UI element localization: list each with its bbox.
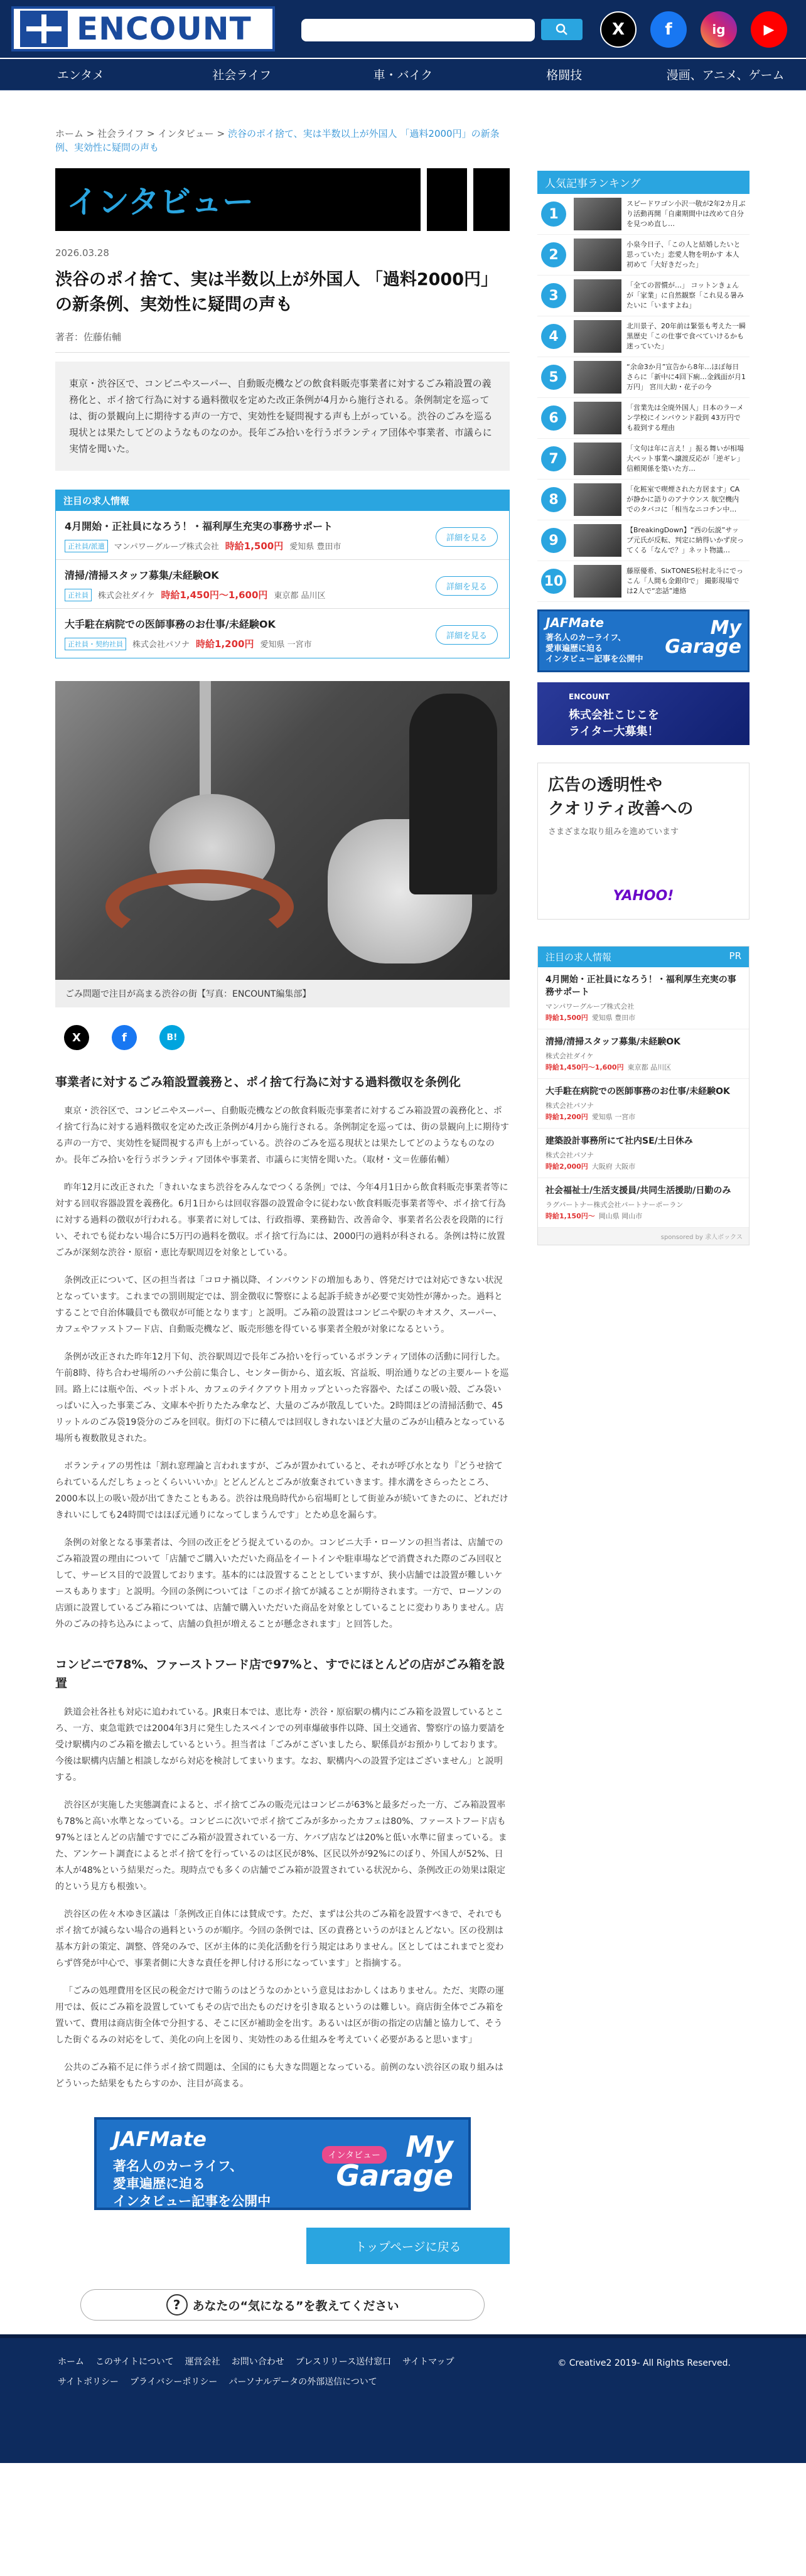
ranking-item[interactable] (537, 439, 750, 480)
yahoo-logo: YAHOO! (613, 888, 674, 904)
breadcrumb-interview[interactable]: インタビュー (158, 128, 214, 139)
footer-link[interactable]: ホーム (58, 2357, 84, 2367)
rank-thumbnail[interactable] (574, 239, 621, 271)
sidebar-job-wage: 時給1,450円〜1,600円 (545, 1063, 624, 1071)
x-icon[interactable]: X (600, 11, 637, 48)
article-paragraph: 渋谷区が実施した実態調査によると、ポイ捨てごみの販売元はコンビニが63%と最多だった一方、ごみ箱設置率も78%と高い水準となっている。コンビニに次いでポイ捨てごみが多かったカフェは80%、ファーストフード店も97%とほとんどの店舗ですでにごみ箱が設置されている一方、ケバブ店などは20%と低い水準に留まっている。また、アンケート調査によるとポイ捨てを行っているのは区民が8%、区民以外が92%にのぼり、外国人が52%、日本人が48%という結果だった。現時点でも多くの店舗でごみ箱が設置されている状況から、条例改正の効果は限定的という見方も根強い。 (55, 1800, 507, 1892)
sidebar-job-item[interactable] (538, 1079, 749, 1129)
ad-line: 広告の透明性や (548, 776, 663, 795)
photo-volunteer (409, 694, 497, 894)
rank-number: 4 (541, 324, 566, 349)
divider (55, 352, 510, 353)
job-detail-button[interactable]: 詳細を見る (436, 527, 498, 547)
footer-links (58, 2352, 497, 2392)
search-icon (556, 23, 568, 36)
breadcrumb-sep: > (147, 128, 155, 139)
nav-item-car-bike[interactable]: 車・バイク (373, 68, 433, 82)
rank-title[interactable]: 藤原優希、SixTONES松村北斗にでっこん「人間も金銀印で」 撮影現場では2人で“恋話”連絡 (626, 567, 744, 595)
article-paragraph: 条例の対象となる事業者は、今回の改正をどう捉えているのか。コンビニ大手・ローソンの担当者は、店舗でのごみ箱設置の理由について「店舗でご購入いただいた商品をイートインや駐車場などで消費された際のごみ回収として、サービス目的で設置しております。基本的には設置することとしていますが、狭小店舗では設置が難しいケースもあります」と説明。今回の条例については「このポイ捨てが減ることが期待されます。一方で、ローソンの店頭に設置しているごみ箱については、店舗で購入いただいた商品を対象としていることに変わりありません。店外のごみの持ち込みによって、店舗の負担が増えることが懸念されます」と回答した。 (55, 1538, 504, 1629)
footer-link[interactable]: プライバシーポリシー (130, 2377, 218, 2387)
rank-title[interactable]: 「営業先は全廃外国人」日本のラーメン学校にインバウンド殺到 43万円でも殺到する理由 (626, 404, 744, 432)
rank-thumbnail[interactable] (574, 279, 621, 312)
breadcrumb-sep: > (86, 128, 95, 139)
job-tag: 正社員・契約社員 (65, 638, 126, 650)
article-paragraph: 条例改正について、区の担当者は「コロナ禍以降、インバウンドの増加もあり、啓発だけでは対応できない状況となっています。これまでの罰則規定では、罰金徴収に警察による起訴手続きが必要で実効性が薄かった。過料とすることで自治体職員でも徴収が可能となります」と説明。ごみ箱の設置はコンビニや駅のキオスク、スーパー、カフェやファストフード店、自動販売機など、販売形態を得ている事業者全般が対象になるという。 (55, 1275, 503, 1334)
article-photo (55, 681, 510, 980)
nav-item-manga-anime[interactable]: 漫画、アニメ、ゲーム (666, 68, 785, 82)
footer-link[interactable]: 運営会社 (185, 2357, 220, 2367)
footer-link[interactable]: プレスリリース送付窓口 (295, 2357, 392, 2367)
job-item[interactable] (56, 511, 509, 560)
sidebar-job-title[interactable]: 4月開始・正社員になろう！・福利厚生充実の事務サポート (545, 975, 736, 997)
job-company: マンパワーグループ株式会社 (114, 542, 219, 552)
ad-pill: インタビュー (322, 2146, 387, 2164)
question-icon: ? (166, 2294, 188, 2316)
ad-title (665, 619, 741, 657)
logo-mark-icon (20, 11, 68, 47)
rank-thumbnail[interactable] (574, 565, 621, 598)
social-links (600, 11, 787, 48)
ad-line: ライター大募集！ (569, 725, 659, 738)
rank-title[interactable]: 「全ての習慣が…」 コットンきょんが「家業」に自然観察「これ見る暑みたいに「いますよね」 (626, 281, 744, 309)
copyright: © Creative2 2019- All Rights Reserved. (557, 2358, 731, 2368)
job-meta (65, 637, 500, 650)
ad-title (336, 2132, 453, 2190)
rank-thumbnail[interactable] (574, 361, 621, 394)
job-box-heading: 注目の求人情報 (56, 490, 509, 511)
nav-item-fighting[interactable]: 格闘技 (546, 68, 583, 82)
article-paragraph: 鉄道会社各社も対応に追われている。JR東日本では、恵比寿・渋谷・原宿駅の構内にごみ箱を設置しているところ、一方、東急電鉄では2004年3月に発生したスペインでの列車爆破事件以降、国土交通省、警察庁の協力要請を受け駅構内のごみ箱を撤去しているという。担当者は「ごみがこざいましたら、駅係員がお預かりしております。今後は駅構内店舗と相談しながら対応を検討してまいります。なお、駅構内への設置予定はございません」と説明する。 (55, 1707, 505, 1783)
sidebar-job-wage-row (545, 1161, 741, 1171)
rank-number: 2 (541, 242, 566, 267)
pr-badge: PR (729, 950, 741, 962)
article-paragraph: ボランティアの男性は「割れ窓理論と言われますが、ごみが置かれていると、それが呼び水となり『どうせ捨てられているんだしちょっとくらいいいか』とどんどんとごみが放棄されていきます。排水溝をさらったところ、2000本以上の吸い殻が出てきたこともある。渋谷は飛鳥時代から宿場町として街並みが続いてきたのに、どれだけきれいにしても24時間ではほぼ元通りになってしまうんです」とため息を漏らす。 (55, 1461, 508, 1520)
job-tag: 正社員 (65, 589, 92, 601)
sidebar-job-wage: 時給1,200円 (545, 1113, 588, 1121)
ad-copy (113, 2157, 271, 2210)
job-company: 株式会社ダイケ (98, 591, 155, 601)
rank-number: 7 (541, 446, 566, 471)
job-wage: 時給1,450円〜1,600円 (161, 589, 268, 601)
footer-link[interactable]: このサイトについて (95, 2357, 174, 2367)
ranking-item[interactable] (537, 235, 750, 276)
ad-brand: JAFMate (113, 2127, 207, 2151)
nav-item-social-life[interactable]: 社会ライフ (212, 68, 272, 82)
job-detail-button[interactable]: 詳細を見る (436, 576, 498, 596)
rank-number: 6 (541, 405, 566, 431)
job-box (55, 490, 510, 658)
sidebar-job-title[interactable]: 清掃/清掃スタッフ募集/未経験OK (545, 1037, 680, 1047)
nav-item-entame[interactable]: エンタメ (56, 68, 105, 82)
facebook-icon[interactable]: f (650, 11, 687, 48)
ad-title-line: Garage (665, 636, 741, 658)
rank-thumbnail[interactable] (574, 320, 621, 353)
search-area (301, 19, 583, 41)
sidebar-job-place: 大阪府 大阪市 (591, 1162, 636, 1171)
breadcrumb-sep: > (217, 128, 225, 139)
logo-text: ENCOUNT (77, 11, 252, 47)
sidebar-job-wage-row (545, 1062, 741, 1072)
sidebar-job-heading (538, 947, 749, 967)
sidebar-job-item[interactable] (538, 967, 749, 1029)
footer-link[interactable]: お問い合わせ (231, 2357, 284, 2367)
search-button[interactable] (541, 19, 583, 40)
ad-line: インタビュー記事を公開中 (545, 655, 643, 664)
article-paragraph: 「ごみの処理費用を区民の税金だけで賄うのはどうなのかという意見はおかしくはありません。ただ、実際の運用では、仮にごみ箱を設置していてもその店で出たものだけを引き取るというのは難しい。商店街全体でごみ箱を置いて、費用は商店街全体で分担する、そこに区が補助金を出す。あるいは区が街の指定の店舗と協力して、そうした街ぐるみの対応をして、美化の向上を図り、実効性のある仕組みを考えていく必要があると思います」 (55, 1986, 504, 2045)
feedback-button[interactable] (80, 2289, 485, 2321)
sidebar-job-wage: 時給2,000円 (545, 1162, 588, 1171)
job-title[interactable]: 4月開始・正社員になろう！・福利厚生充実の事務サポート (65, 520, 333, 532)
rank-title[interactable]: 「化粧室で喫煙された方居ます」CAが静かに語りのアナウンス 航空機内でのタバコに「相当なニコチン中… (626, 485, 740, 513)
sidebar-yahoo-ad[interactable] (537, 763, 750, 920)
photo-railing (105, 869, 294, 945)
category-title: インタビュー (67, 184, 254, 220)
instagram-icon[interactable]: ig (701, 11, 737, 48)
article-paragraph: 渋谷区の佐々木ゆき区議は「条例改正自体には賛成です。ただ、まずは公共のごみ箱を設置すべきで、それでもポイ捨てが減らない場合の過料というのが順序。今回の条例では、区の責務というのがほとんどない。区の役割は基本方針の策定、調整、啓発のみで、区が主体的に美化活動を行う規定はありません。区としてはこれまでと変わらず啓発が中心で、事業者側に大きな責任を押し付ける形になっています」と指摘する。 (55, 1909, 504, 1968)
ad-line: インタビュー記事を公開中 (113, 2194, 271, 2209)
sidebar-job-title: 注目の求人情報 (545, 952, 612, 963)
job-wage: 時給1,200円 (196, 638, 254, 650)
rank-number: 9 (541, 528, 566, 553)
breadcrumb-home[interactable]: ホーム (55, 128, 84, 139)
sidebar-job-title[interactable]: 社会福祉士/生活支援員/共同生活援助/日勤のみ (545, 1186, 731, 1196)
sponsor-note[interactable]: sponsored by 求人ボックス (538, 1228, 749, 1245)
sidebar-job-item[interactable] (538, 1178, 749, 1228)
breadcrumb (55, 127, 510, 154)
job-wage: 時給1,500円 (225, 540, 284, 552)
rank-thumbnail[interactable] (574, 524, 621, 557)
job-place: 愛知県 豊田市 (289, 542, 341, 552)
ad-line: 著名人のカーライフ、 (113, 2159, 244, 2174)
sidebar-job-wage-row (545, 1012, 741, 1022)
rank-number: 10 (541, 569, 566, 594)
sidebar-jafmate-ad[interactable] (537, 609, 750, 672)
ad-logo: ENCOUNT (569, 692, 610, 701)
rank-title[interactable]: 小泉今日子、「この人と結婚したいと思っていた」恋愛人物を明かす 本人初めて「大好きだった」 (626, 240, 741, 269)
job-item[interactable] (56, 609, 509, 658)
search-input[interactable] (301, 19, 535, 41)
job-item[interactable] (56, 560, 509, 609)
share-x-icon[interactable]: X (64, 1025, 89, 1050)
main-nav (0, 59, 806, 90)
youtube-icon[interactable]: ▶ (751, 11, 787, 48)
sidebar-writer-recruit-ad[interactable] (537, 682, 750, 745)
ranking-item[interactable] (537, 357, 750, 398)
site-footer (0, 2334, 806, 2463)
ad-line: クオリティ改善への (548, 800, 694, 818)
sidebar-job-company: 株式会社ダイケ (545, 1052, 594, 1060)
ad-copy (569, 707, 659, 740)
sidebar-job-title[interactable]: 大手駐在病院での医師事務のお仕事/未経験OK (545, 1087, 730, 1097)
footer-link[interactable]: サイトマップ (402, 2357, 454, 2367)
rank-title[interactable]: 「文句は年に言え！」振る舞いが相場 大ペット事業へ譲渡反応が「逆ギレ」信頼関係を築いた方… (626, 444, 744, 473)
ad-title-line: My (406, 2130, 453, 2164)
ranking-heading: 人気記事ランキング (537, 171, 750, 194)
job-company: 株式会社パソナ (132, 640, 190, 650)
sidebar (537, 127, 750, 2321)
sidebar-job-wage-row (545, 1112, 741, 1122)
sidebar-job-place: 愛知県 豊田市 (591, 1014, 636, 1022)
ranking-item[interactable] (537, 520, 750, 561)
ranking-item[interactable] (537, 561, 750, 602)
article-paragraph: 公共のごみ箱不足に伴うポイ捨て問題は、全国的にも大きな問題となっている。前例のない渋谷区の取り組みはどういった結果をもたらすのか、注目が高まる。 (55, 2063, 503, 2089)
sidebar-job-item[interactable] (538, 1129, 749, 1178)
ranking-item[interactable] (537, 480, 750, 520)
job-meta (65, 588, 500, 601)
sidebar-job-company: ラグパートナー株式会社パートナーポーラン (545, 1201, 684, 1209)
rank-title[interactable]: 北川景子、20年前は緊張も考えた一瞬黒歴史「この仕事で食べていけるかも迷っていた」 (626, 322, 746, 350)
rank-thumbnail[interactable] (574, 483, 621, 516)
article-paragraph: 条例が改正された昨年12月下旬、渋谷駅周辺で長年ごみ拾いを行っているボランティア団体の活動に同行した。午前8時、待ち合わせ場所のハチ公前に集合し、センター街から、道玄坂、宮益坂、明治通りなどの主要ルートを巡回。路上には瓶や缶、ペットボトル、カフェのテイクアウト用カップといった容器や、たばこの吸い殻、ごみ袋いっぱいに入った事業ごみ、文庫本や折りたたみ傘など、大量のごみが散乱していた。2時間ほどの清掃活動で、45リットルのごみ袋19袋分のごみを回収。街灯の下に積んでは回収しきれないほど大量のごみが山積みとなっている場所も複数散見された。 (55, 1352, 509, 1444)
article-author[interactable]: 著者：佐藤佑輔 (55, 331, 122, 343)
job-title[interactable]: 清掃/清掃スタッフ募集/未経験OK (65, 569, 219, 581)
article-paragraph: 昨年12月に改正された「きれいなまち渋谷をみんなでつくる条例」では、今年4月1日から飲食料販売事業者等に対する回収容器設置を義務化。6月1日からは回収容器の設置命令に従わない飲食料販売事業者等や、ポイ捨て行為に対する過料の徴収が行われる。事業者に対しては、行政指導、業務勧告、改善命令、事業者名公表を段階的に行い、それでも従わない場合に5万円の過料を徴収。ポイ捨て行為には、2000円の過料が科される。条例は特に放置ごみが深刻な渋谷・原宿・恵比寿駅周辺を対象としている。 (55, 1183, 508, 1258)
ranking-item[interactable] (537, 398, 750, 439)
rank-number: 3 (541, 283, 566, 308)
rank-thumbnail[interactable] (574, 402, 621, 434)
job-tag: 正社員/派遣 (65, 540, 108, 552)
ranking-item[interactable] (537, 276, 750, 316)
ad-headline (548, 773, 739, 821)
rank-thumbnail[interactable] (574, 443, 621, 475)
ad-title-line: Garage (336, 2159, 453, 2192)
sidebar-job-company: 株式会社パソナ (545, 1151, 594, 1159)
sidebar-job-wage: 時給1,500円 (545, 1014, 588, 1022)
sidebar-job-place: 岡山県 岡山市 (598, 1212, 643, 1220)
ad-line: 愛車遍歴に迫る (545, 644, 603, 653)
ad-title-line: My (710, 617, 741, 639)
banner-stripe (467, 168, 473, 231)
breadcrumb-current: 渋谷のポイ捨て、実は半数以上が外国人 「過料2000円」の新条例、実効性に疑問の声も (55, 128, 500, 153)
banner-stripe (421, 168, 427, 231)
share-hatena-icon[interactable]: B! (159, 1025, 185, 1050)
category-banner (55, 168, 510, 231)
ad-subline: さまざまな取り組みを進めています (548, 827, 679, 837)
rank-number: 8 (541, 487, 566, 512)
share-facebook-icon[interactable]: f (112, 1025, 137, 1050)
ad-line: 著名人のカーライフ、 (545, 633, 626, 643)
sidebar-job-item[interactable] (538, 1029, 749, 1079)
article-lead: 東京・渋谷区で、コンビニやスーパー、自動販売機などの飲食料販売事業者に対するごみ箱設置の義務化と、ポイ捨て行為に対する過料徴収を定めた改正条例が4月から施行される。条例制定を巡っては、街の景観向上に期待する声の一方で、実効性を疑問視する声も上がっている。渋谷のごみを巡る現状とは果たしてどのようなものなのか。長年ごみ拾いを行うボランティア団体や事業者、市議らに実情を聞いた。 (55, 362, 510, 471)
job-meta (65, 539, 500, 552)
sidebar-job-wage: 時給1,150円〜 (545, 1212, 595, 1220)
footer-stripe (0, 2334, 806, 2338)
section-heading: 事業者に対するごみ箱設置義務と、ポイ捨て行為に対する過料徴収を条例化 (55, 1075, 461, 1089)
section-heading: コンビニで78%、ファーストフード店で97%と、すでにほとんどの店がごみ箱を設置 (55, 1658, 505, 1690)
share-buttons (55, 1025, 510, 1050)
feedback-label: あなたの“気になる”を教えてください (192, 2299, 399, 2313)
site-logo[interactable] (11, 6, 275, 51)
photo-caption: ごみ問題で注目が高まる渋谷の街【写真：ENCOUNT編集部】 (55, 980, 510, 1007)
ad-line: 株式会社こじこを (569, 709, 659, 722)
footer-link[interactable]: サイトポリシー (58, 2377, 119, 2387)
rank-thumbnail[interactable] (574, 198, 621, 230)
rank-title[interactable]: “余命3か月”宣告から8年…ほぼ毎日さらに「新中に4回下痢…金銭面が月1万円」 宮川大助・花子の今 (626, 363, 746, 391)
job-place: 愛知県 一宮市 (260, 640, 312, 650)
ad-brand: JAFMate (545, 615, 604, 630)
job-title[interactable]: 大手駐在病院での医師事務のお仕事/未経験OK (65, 618, 276, 630)
sidebar-job-company: 株式会社パソナ (545, 1102, 594, 1110)
ranking-item[interactable] (537, 316, 750, 357)
sidebar-job-box (537, 946, 750, 1245)
sidebar-job-company: マンパワーグループ株式会社 (545, 1002, 635, 1011)
job-detail-button[interactable]: 詳細を見る (436, 625, 498, 645)
rank-title[interactable]: スピードワゴン小沢一敬が2年2カ月ぶり活動再開「自粛期間中は改めて自分を見つめ直し… (626, 200, 746, 228)
ranking-list (537, 194, 750, 602)
article-date: 2026.03.28 (55, 247, 109, 259)
back-to-top-button[interactable]: トップページに戻る (306, 2228, 510, 2264)
sidebar-job-title[interactable]: 建築設計事務所にて社内SE/土日休み (545, 1136, 693, 1146)
jafmate-ad-banner[interactable] (94, 2117, 471, 2210)
rank-title[interactable]: 【BreakingDown】“西の伝説”サップ元氏が反転、判定に納得いかず戻ってくる「なんで？」ネット物議… (626, 526, 744, 554)
main-column (55, 127, 510, 2321)
article-paragraph: 東京・渋谷区で、コンビニやスーパー、自動販売機などの飲食料販売事業者に対するごみ箱設置の義務化と、ポイ捨て行為に対する過料徴収を定めた改正条例が4月から施行される。条例制定を巡っては、街の景観向上に期待する声の一方で、実効性を疑問視する声も上がっている。渋谷のごみを巡る現状とは果たしてどのようなものなのか。長年ごみ拾いを行うボランティア団体や事業者、市議らに実情を聞いた。（取材・文＝佐藤佑輔） (55, 1106, 509, 1165)
footer-link[interactable]: パーソナルデータの外部送信について (228, 2377, 377, 2387)
site-header (0, 0, 806, 59)
sidebar-job-place: 東京都 品川区 (627, 1063, 672, 1071)
sidebar-job-place: 愛知県 一宮市 (591, 1113, 636, 1121)
breadcrumb-social-life[interactable]: 社会ライフ (97, 128, 144, 139)
sidebar-job-wage-row (545, 1211, 741, 1221)
ad-line: 愛車遍歴に迫る (113, 2176, 205, 2191)
ranking-item[interactable] (537, 194, 750, 235)
job-place: 東京都 品川区 (274, 591, 326, 601)
rank-number: 5 (541, 365, 566, 390)
ad-copy (545, 633, 643, 665)
rank-number: 1 (541, 201, 566, 227)
article-title: 渋谷のポイ捨て、実は半数以上が外国人 「過料2000円」の新条例、実効性に疑問の声も (55, 270, 498, 314)
sidebar-job-list (538, 967, 749, 1228)
